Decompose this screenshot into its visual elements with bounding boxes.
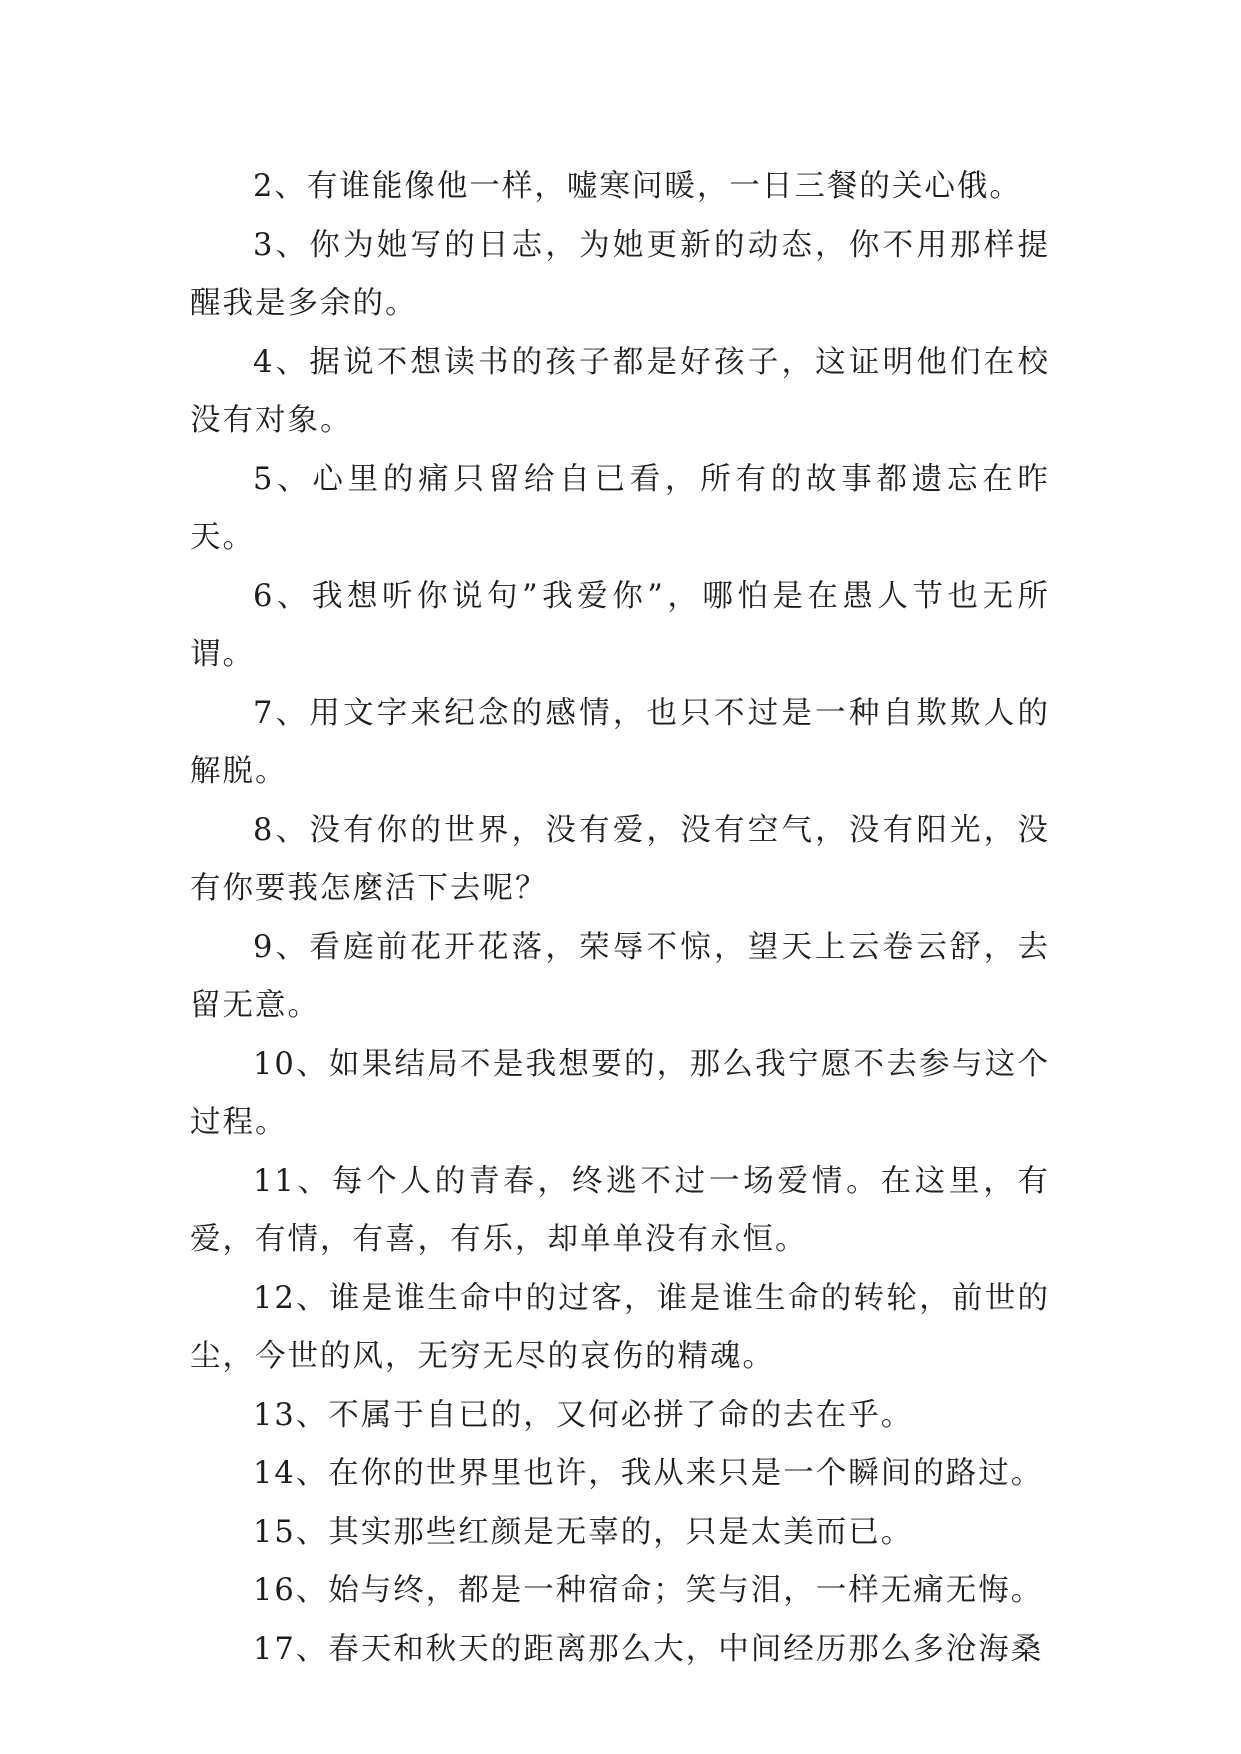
- paragraph-13: 13、不属于自已的，又何必拼了命的去在乎。: [253, 1397, 914, 1433]
- paragraph-10: 10、如果结局不是我想要的，那么我宁愿不去参与这个过程。: [190, 1046, 1050, 1140]
- paragraph-8: 8、没有你的世界，没有爱，没有空气，没有阳光，没有你要莪怎麼活下去呢？: [190, 812, 1050, 906]
- paragraph-14: 14、在你的世界里也许，我从来只是一个瞬间的路过。: [253, 1456, 1044, 1491]
- paragraph-17: 17、春天和秋天的距离那么大，中间经历那么多沧海桑: [253, 1631, 1044, 1667]
- paragraph-3: 3、你为她写的日志，为她更新的动态，你不用那样提醒我是多余的。: [190, 227, 1050, 321]
- paragraph-4: 4、据说不想读书的孩子都是好孩子，这证明他们在校没有对象。: [190, 344, 1050, 438]
- paragraph-12: 12、谁是谁生命中的过客，谁是谁生命的转轮，前世的尘，今世的风，无穷无尽的哀伤的精魂。: [190, 1280, 1050, 1374]
- paragraph-7: 7、用文字来纪念的感情，也只不过是一种自欺欺人的解脱。: [190, 695, 1050, 789]
- paragraph-11: 11、每个人的青春，终逃不过一场爱情。在这里，有爱，有情，有喜，有乐，却单单没有永恒。: [190, 1163, 1050, 1257]
- paragraph-2: 2、有谁能像他一样，嘘寒问暖，一日三餐的关心俄。: [253, 169, 1022, 204]
- paragraph-9: 9、看庭前花开花落，荣辱不惊，望天上云卷云舒，去留无意。: [190, 929, 1050, 1023]
- document-body: [190, 158, 1050, 1679]
- paragraph-5: 5、心里的痛只留给自已看，所有的故事都遗忘在昨天。: [190, 461, 1050, 555]
- paragraph-6: 6、我想听你说句”我爱你”，哪怕是在愚人节也无所谓。: [190, 578, 1050, 672]
- paragraph-16: 16、始与终，都是一种宿命；笑与泪，一样无痛无悔。: [253, 1573, 1044, 1608]
- paragraph-15: 15、其实那些红颜是无辜的，只是太美而已。: [253, 1514, 914, 1550]
